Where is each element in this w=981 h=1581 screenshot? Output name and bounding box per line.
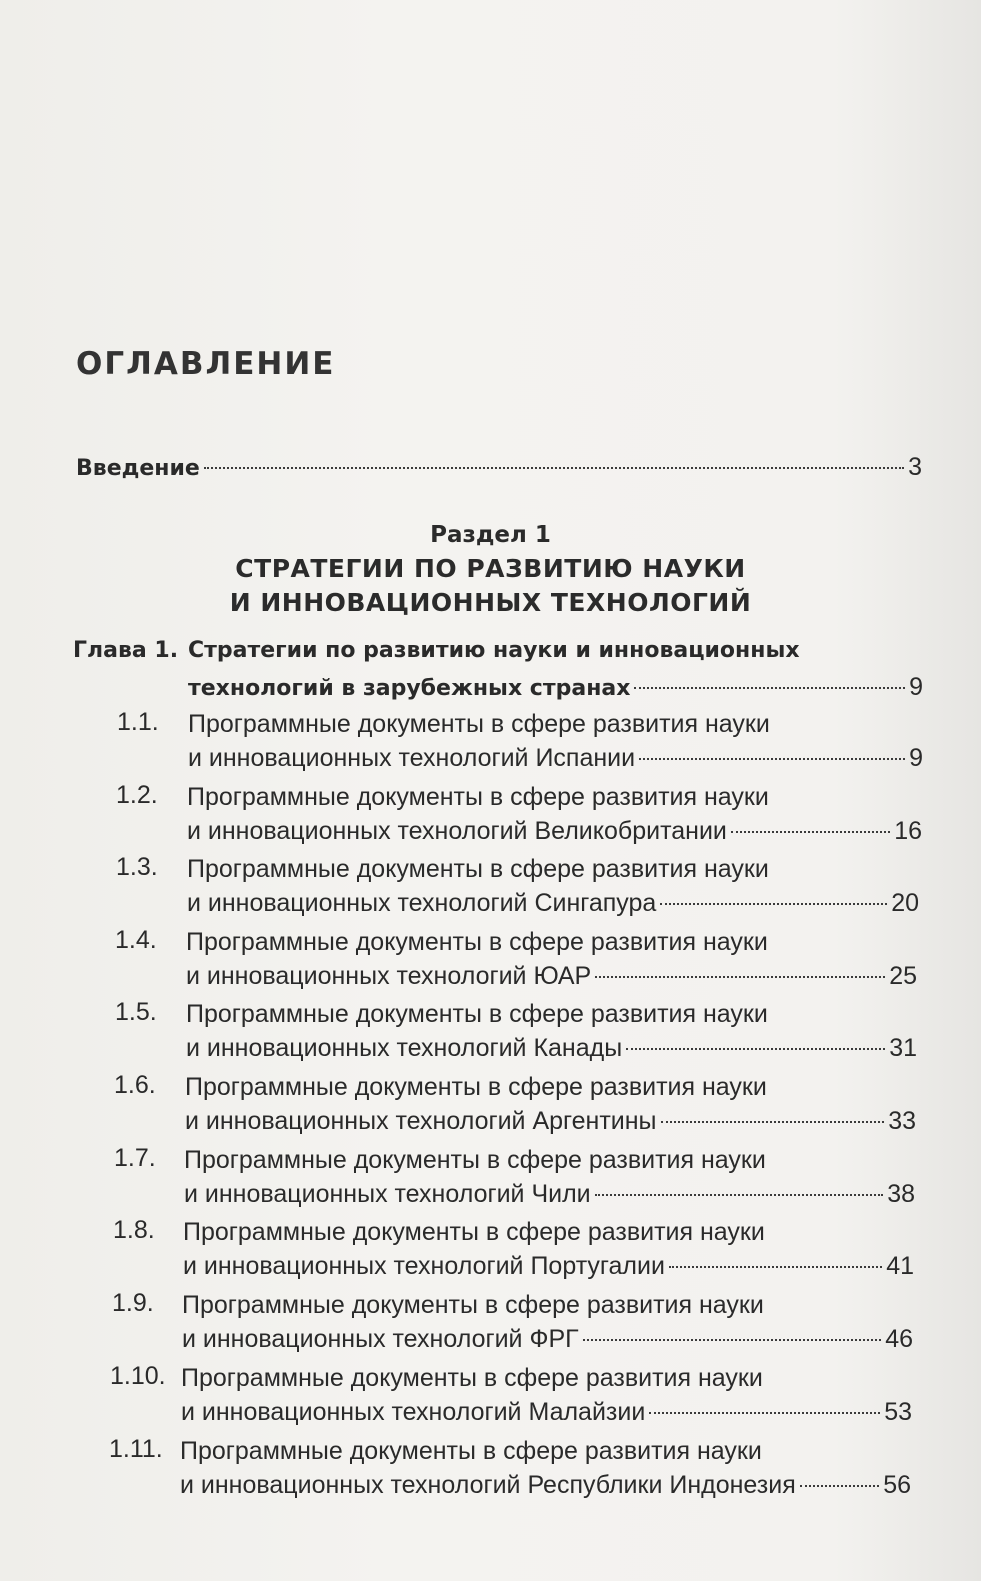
entry-number: 1.7. xyxy=(114,1144,156,1172)
entry-number: 1.6. xyxy=(114,1071,156,1099)
entry-title-row xyxy=(187,816,922,846)
entry-page: 41 xyxy=(886,1252,914,1280)
entry-title-row xyxy=(180,1470,911,1500)
entry-title-line1: Программные документы в сфере развития науки xyxy=(186,1000,768,1028)
dot-leader xyxy=(731,831,890,833)
entry-title-line2: и инновационных технологий ЮАР xyxy=(186,962,592,990)
entry-page: 38 xyxy=(887,1180,915,1208)
dot-leader xyxy=(661,1121,885,1123)
entry-page: 16 xyxy=(894,817,922,845)
chapter-page: 9 xyxy=(909,673,923,701)
entry-title-row xyxy=(181,1397,912,1427)
dot-leader xyxy=(800,1485,879,1487)
entry-title-row xyxy=(184,1179,915,1209)
chapter-title-line2: технологий в зарубежных странах xyxy=(188,676,631,701)
entry-number: 1.1. xyxy=(117,708,159,736)
entry-page: 25 xyxy=(889,962,917,990)
entry-page: 46 xyxy=(885,1325,913,1353)
entry-title-line2: и инновационных технологий Канады xyxy=(186,1034,623,1062)
entry-title-line1: Программные документы в сфере развития науки xyxy=(181,1364,763,1392)
entry-title-line1: Программные документы в сфере развития науки xyxy=(188,710,770,738)
entry-number: 1.9. xyxy=(112,1289,154,1317)
entry-title-line2: и инновационных технологий Чили xyxy=(184,1180,591,1208)
entry-title-row xyxy=(185,1106,916,1136)
dot-leader xyxy=(204,467,904,469)
entry-number: 1.11. xyxy=(109,1435,163,1463)
entry-title-line2: и инновационных технологий ФРГ xyxy=(182,1325,579,1353)
entry-title-line2: и инновационных технологий Великобритании xyxy=(187,817,727,845)
toc-intro xyxy=(76,452,922,484)
chapter-title-line1: Стратегии по развитию науки и инновационных xyxy=(188,638,800,663)
entry-title-line1: Программные документы в сфере развития науки xyxy=(186,928,768,956)
entry-title-row xyxy=(187,888,919,918)
dot-leader xyxy=(583,1339,882,1341)
entry-page: 33 xyxy=(888,1107,916,1135)
entry-title-line2: и инновационных технологий Малайзии xyxy=(181,1398,646,1426)
entry-title-row xyxy=(186,1033,917,1063)
entry-title-line1: Программные документы в сфере развития науки xyxy=(183,1218,765,1246)
dot-leader xyxy=(595,1194,884,1196)
entry-title-line1: Программные документы в сфере развития науки xyxy=(182,1291,764,1319)
section-number: Раздел 1 xyxy=(430,522,551,548)
entry-title-row xyxy=(188,743,923,773)
entry-title-line2: и инновационных технологий Республики Индонезия xyxy=(180,1471,796,1499)
entry-page: 9 xyxy=(909,744,923,772)
entry-title-line1: Программные документы в сфере развития науки xyxy=(180,1437,762,1465)
dot-leader xyxy=(595,976,885,978)
dot-leader xyxy=(669,1266,882,1268)
dot-leader xyxy=(649,1412,880,1414)
section-title-line2: И ИННОВАЦИОННЫХ ТЕХНОЛОГИЙ xyxy=(229,588,752,617)
entry-title-row xyxy=(183,1251,914,1281)
entry-number: 1.4. xyxy=(115,926,157,954)
section-title-line1: СТРАТЕГИИ ПО РАЗВИТИЮ НАУКИ xyxy=(235,554,746,583)
entry-title-line1: Программные документы в сфере развития науки xyxy=(184,1146,766,1174)
toc-intro-page: 3 xyxy=(908,453,922,481)
page-title: ОГЛАВЛЕНИЕ xyxy=(76,346,336,382)
entry-number: 1.8. xyxy=(113,1216,155,1244)
entry-number: 1.3. xyxy=(116,853,158,881)
entry-page: 31 xyxy=(889,1034,917,1062)
entry-title-line1: Программные документы в сфере развития науки xyxy=(187,855,769,883)
entry-page: 56 xyxy=(883,1471,911,1499)
entry-title-line1: Программные документы в сфере развития науки xyxy=(185,1073,767,1101)
dot-leader xyxy=(634,687,905,689)
entry-title-row xyxy=(182,1324,913,1354)
chapter-number: Глава 1. xyxy=(73,638,179,663)
entry-page: 53 xyxy=(884,1398,912,1426)
entry-number: 1.10. xyxy=(110,1362,166,1390)
entry-number: 1.5. xyxy=(115,998,157,1026)
entry-page: 20 xyxy=(891,889,919,917)
entry-title-line1: Программные документы в сфере развития науки xyxy=(187,783,769,811)
entry-title-line2: и инновационных технологий Сингапура xyxy=(187,889,657,917)
entry-title-row xyxy=(186,961,917,991)
entry-title-line2: и инновационных технологий Португалии xyxy=(183,1252,665,1280)
entry-title-line2: и инновационных технологий Испании xyxy=(188,744,636,772)
entry-title-line2: и инновационных технологий Аргентины xyxy=(185,1107,657,1135)
dot-leader xyxy=(639,758,905,760)
dot-leader xyxy=(660,903,887,905)
chapter-title-row xyxy=(188,672,923,704)
toc-intro-label: Введение xyxy=(76,456,200,481)
entry-number: 1.2. xyxy=(116,781,158,809)
dot-leader xyxy=(626,1048,885,1050)
